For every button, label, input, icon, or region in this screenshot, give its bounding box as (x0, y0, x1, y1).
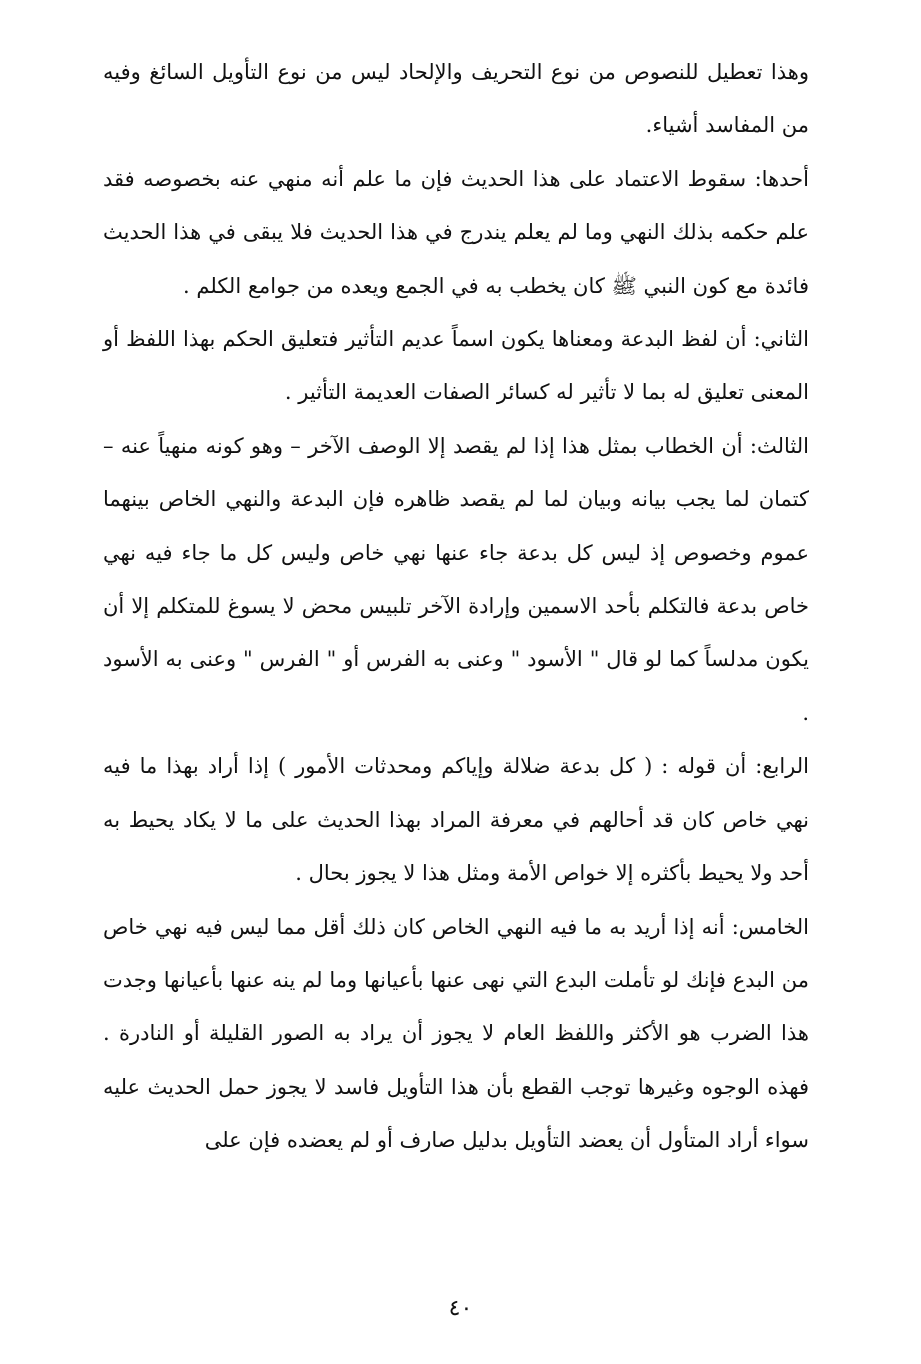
body-text (103, 46, 809, 1168)
paragraph-intro: وهذا تعطيل للنصوص من نوع التحريف والإلحاد ليس من نوع التأويل السائغ وفيه من المفاسد أشياء. (103, 60, 809, 138)
paragraph-fourth: الرابع: أن قوله : ( كل بدعة ضلالة وإياكم ومحدثات الأمور ) إذا أراد بهذا ما فيه نهي خاص كان قد أحالهم في معرفة المراد بهذا الحديث على ما لا يكاد يحيط به أحد ولا يحيط بأكثره إلا خواص الأمة ومثل هذا لا يجوز بحال . (103, 754, 809, 886)
paragraph-fifth: الخامس: أنه إذا أريد به ما فيه النهي الخاص كان ذلك أقل مما ليس فيه نهي خاص من البدع فإنك لو تأملت البدع التي نهى عنها بأعيانها وما لم ينه عنها بأعيانها وجدت هذا الضرب هو الأكثر واللفظ العام لا يجوز أن يراد به الصور القليلة أو النادرة . فهذه الوجوه وغيرها توجب القطع بأن هذا التأويل فاسد لا يجوز حمل الحديث عليه سواء أراد المتأول أن يعضد التأويل بدليل صارف أو لم يعضده فإن على (103, 914, 809, 1153)
paragraph-second: الثاني: أن لفظ البدعة ومعناها يكون اسماً عديم التأثير فتعليق الحكم بهذا اللفظ أو المعنى تعليق له بما لا تأثير له كسائر الصفات العديمة التأثير . (103, 327, 809, 405)
paragraph-first: أحدها: سقوط الاعتماد على هذا الحديث فإن ما علم أنه منهي عنه بخصوصه فقد علم حكمه بذلك النهي وما لم يعلم يندرج في هذا الحديث فلا يبقى في هذا الحديث فائدة مع كون النبي ﷺ كان يخطب به في الجمع ويعده من جوامع الكلم . (103, 166, 809, 298)
page-number: ٤٠ (448, 1296, 473, 1321)
paragraph-third: الثالث: أن الخطاب بمثل هذا إذا لم يقصد إلا الوصف الآخر – وهو كونه منهياً عنه – كتمان لما يجب بيانه وبيان لما لم يقصد ظاهره فإن البدعة والنهي الخاص بينهما عموم وخصوص إذ ليس كل بدعة جاء عنها نهي خاص وليس كل ما جاء فيه نهي خاص بدعة فالتكلم بأحد الاسمين وإرادة الآخر تلبيس محض لا يسوغ للمتكلم إلا أن يكون مدلساً كما لو قال " الأسود " وعنى به الفرس أو " الفرس " وعنى به الأسود . (103, 433, 809, 725)
